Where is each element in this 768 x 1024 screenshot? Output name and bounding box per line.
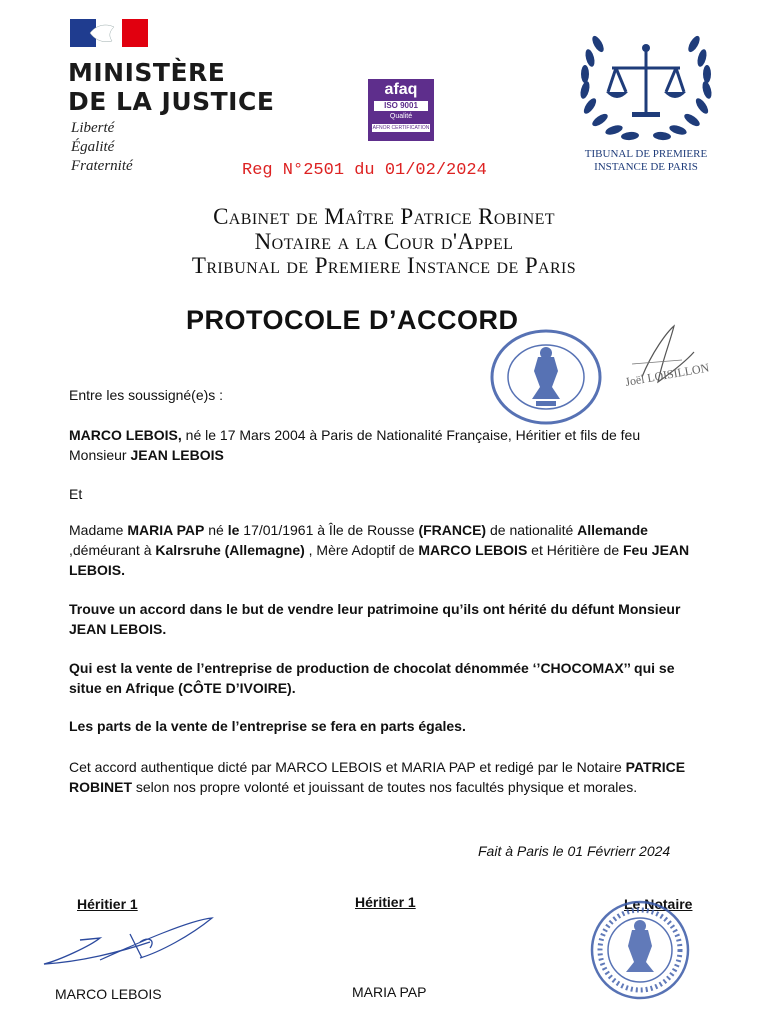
cabinet-line3: Tribunal de Premiere Instance de Paris (191, 253, 577, 278)
motto-fraternite: Fraternité (71, 158, 133, 174)
motto-liberte: Liberté (71, 120, 115, 136)
and-line: Et (69, 486, 83, 502)
p6-notary: PATRICE ROBINET (69, 759, 686, 795)
authentic-paragraph (69, 757, 697, 797)
p2-city: Kalrsruhe (Allemagne) (155, 542, 305, 558)
signature-loisillon (612, 322, 752, 392)
shares-paragraph: Les parts de la vente de l’entreprise se fera en parts égales. (69, 718, 466, 734)
p2-t4: ,déméurant à (69, 542, 156, 558)
tribunal-caption-line1: TIBUNAL DE PREMIERE (584, 148, 708, 160)
p2-t2: 17/01/1961 à Île de Rousse (239, 522, 419, 538)
notary-label: Le Notaire (624, 896, 693, 912)
tribunal-scales-logo (576, 28, 716, 146)
tribunal-caption-line2: INSTANCE DE PARIS (594, 161, 698, 173)
p2-t6: et Héritière de (527, 542, 623, 558)
registration-number: Reg N°2501 du 01/02/2024 (242, 161, 487, 180)
cabinet-line1: Cabinet de Maître Patrice Robinet (213, 204, 555, 229)
party1-name: MARCO LEBOIS, (69, 427, 182, 443)
party1-paragraph (69, 425, 701, 465)
party1-text: né le 17 Mars 2004 à Paris de Nationalité Française, Héritier et fils de feu Monsieur (69, 427, 641, 463)
heir1-name: MARCO LEBOIS (55, 986, 162, 1002)
p2-t3: de nationalité (486, 522, 578, 538)
ministry-seal-stamp (488, 327, 603, 427)
heir2-label: Héritier 1 (355, 894, 416, 910)
ministry-line2: DE LA JUSTICE (68, 87, 275, 116)
notary-seal-stamp (588, 900, 692, 1000)
motto-egalite: Égalité (71, 139, 115, 155)
sale-paragraph: Qui est la vente de l’entreprise de production de chocolat dénommée ‘’CHOCOMAX’’ qui se situe en Afrique (CÔTE D’IVOIRE). (69, 660, 675, 696)
document-title: PROTOCOLE D’ACCORD (186, 305, 519, 335)
party2-name: MARIA PAP (127, 522, 205, 538)
marianne-logo (70, 19, 148, 47)
ministry-line1: MINISTÈRE (68, 58, 226, 87)
afaq-quality: Qualité (389, 113, 413, 120)
party1-father: JEAN LEBOIS (130, 447, 224, 463)
tribunal-caption (575, 148, 717, 174)
p2-t5: , Mère Adoptif de (304, 542, 419, 558)
heir1-label: Héritier 1 (77, 896, 138, 912)
agreement-paragraph: Trouve un accord dans le but de vendre leur patrimoine qu’ils ont hérité du défunt Monsieur JEAN LEBOIS. (69, 601, 681, 637)
afaq-iso: ISO 9001 (374, 101, 428, 111)
signature-marco-lebois (40, 912, 218, 974)
p2-father: Feu JEAN LEBOIS. (69, 542, 690, 578)
p2-country: (FRANCE) (418, 522, 487, 538)
p2-le: le (227, 522, 240, 538)
p6-t1: Cet accord authentique dicté par MARCO LEBOIS et MARIA PAP et redigé par le Notaire (69, 759, 626, 775)
p2-son: MARCO LEBOIS (418, 542, 528, 558)
place-date: Fait à Paris le 01 Févrierr 2024 (478, 843, 671, 859)
cabinet-line2: Notaire a la Cour d'Appel (254, 229, 514, 254)
afaq-brand: afaq (384, 81, 418, 98)
heir2-name: MARIA PAP (352, 984, 427, 1000)
party2-paragraph (69, 520, 694, 580)
signature-loisillon-text: Joël LOISILLON (624, 360, 711, 389)
p2-pre: Madame (69, 522, 128, 538)
afaq-logo (368, 79, 434, 141)
p6-t2: selon nos propre volonté et jouissant de toutes nos facultés physique et morales. (132, 779, 638, 795)
p2-t1: né (204, 522, 228, 538)
p2-nationality: Allemande (577, 522, 648, 538)
intro-line: Entre les soussigné(e)s : (69, 387, 224, 403)
afaq-cert: AFNOR CERTIFICATION (372, 125, 430, 131)
